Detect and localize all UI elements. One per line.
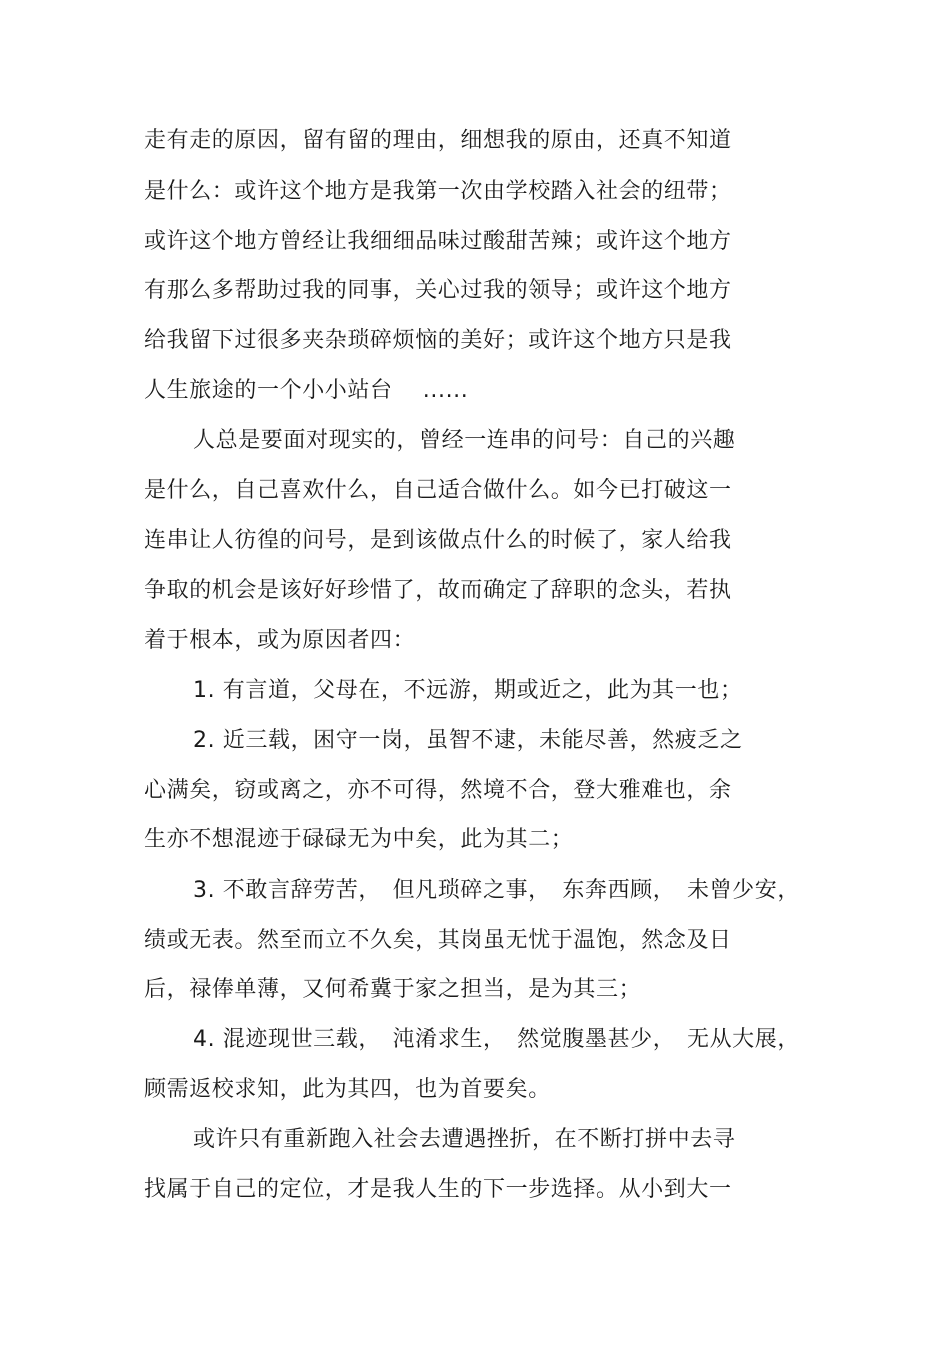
text-line: 2. 近三载，困守一岗，虽智不逮，未能尽善，然疲乏之 xyxy=(193,728,743,753)
text-line: 人总是要面对现实的，曾经一连串的问号：自己的兴趣 xyxy=(193,428,736,453)
text-line: 找属于自己的定位，才是我人生的下一步选择。从小到大一 xyxy=(144,1177,732,1202)
text-line: 走有走的原因，留有留的理由，细想我的原由，还真不知道 xyxy=(144,128,732,153)
text-line: 顾需返校求知，此为其四，也为首要矣。 xyxy=(144,1077,551,1102)
text-line: 3. 不敢言辞劳苦， 但凡琐碎之事， 东奔西顾， 未曾少安， xyxy=(193,878,800,903)
text-line: 或许只有重新跑入社会去遭遇挫折，在不断打拼中去寻 xyxy=(193,1127,736,1152)
text-line: 人生旅途的一个小小站台 ...... xyxy=(144,378,469,403)
text-line: 着于根本，或为原因者四： xyxy=(144,628,416,653)
text-line: 争取的机会是该好好珍惜了，故而确定了辞职的念头，若执 xyxy=(144,578,732,603)
text-line: 1. 有言道，父母在，不远游，期或近之，此为其一也； xyxy=(193,678,743,703)
text-line: 生亦不想混迹于碌碌无为中矣，此为其二； xyxy=(144,827,574,852)
text-line: 绩或无表。然至而立不久矣，其岗虽无忧于温饱，然念及日 xyxy=(144,928,732,953)
text-line: 4. 混迹现世三载， 沌淆求生， 然觉腹墨甚少， 无从大展， xyxy=(193,1027,800,1052)
text-line: 是什么：或许这个地方是我第一次由学校踏入社会的纽带； xyxy=(144,179,732,204)
text-line: 给我留下过很多夹杂琐碎烦恼的美好；或许这个地方只是我 xyxy=(144,328,732,353)
text-line: 有那么多帮助过我的同事，关心过我的领导；或许这个地方 xyxy=(144,278,732,303)
text-line: 心满矣，窃或离之，亦不可得，然境不合，登大雅难也，余 xyxy=(144,778,732,803)
text-line: 是什么，自己喜欢什么，自己适合做什么。如今已打破这一 xyxy=(144,478,732,503)
text-line: 后，禄俸单薄，又何希冀于家之担当，是为其三； xyxy=(144,977,642,1002)
text-line: 连串让人彷徨的问号，是到该做点什么的时候了，家人给我 xyxy=(144,528,732,553)
text-line: 或许这个地方曾经让我细细品味过酸甜苦辣；或许这个地方 xyxy=(144,229,732,254)
